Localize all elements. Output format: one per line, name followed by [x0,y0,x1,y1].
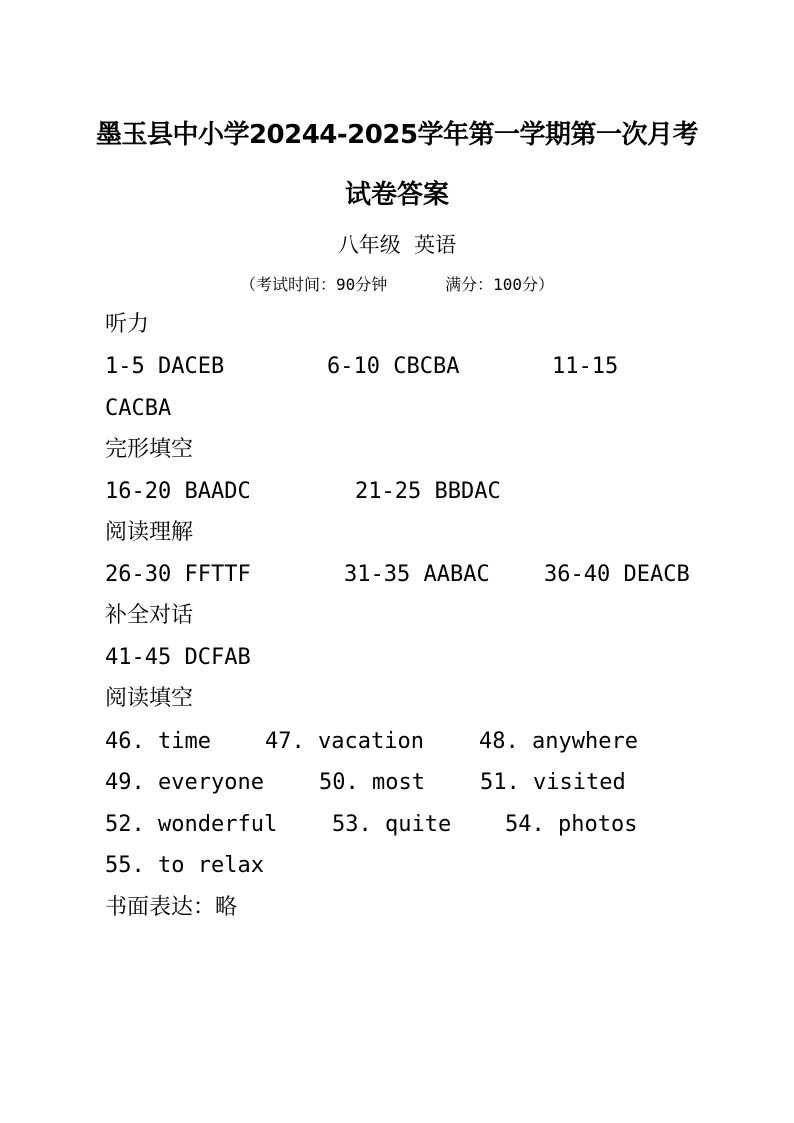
section-heading-listening: 听力 [105,312,150,337]
section-heading-dialogue: 补全对话 [105,603,194,628]
answer-item: 52. wonderful [105,812,278,837]
answer-group: 36-40 DEACB [544,562,690,587]
answer-group: 41-45 DCFAB [105,645,251,670]
answer-item: 49. everyone [105,770,264,795]
section-writing: 书面表达：略 [105,895,238,920]
section-heading-cloze: 完形填空 [105,437,194,462]
answer-item: 47. vacation [265,729,424,754]
answer-group: 21-25 BBDAC [355,479,501,504]
grade-subject: 八年级 英语 [337,233,457,257]
section-heading-reading: 阅读理解 [105,520,194,545]
answer-group: 31-35 AABAC [344,562,490,587]
answer-item: 50. most [319,770,425,795]
answer-item: 46. time [105,729,211,754]
answer-item: 51. visited [480,770,626,795]
answer-group: 1-5 DACEB [105,354,225,379]
answer-group: 11-15 [552,354,619,379]
answer-group: 6-10 CBCBA [327,354,460,379]
answer-group: 26-30 FFTTF [105,562,251,587]
document-title-line2: 试卷答案 [344,180,449,210]
answer-item: 53. quite [332,812,452,837]
answer-group: CACBA [105,396,172,421]
answer-group: 16-20 BAADC [105,479,251,504]
exam-time-score: （考试时间：90分钟 满分：100分） [240,275,554,294]
answer-item: 55. to relax [105,853,264,878]
section-heading-reading-fill: 阅读填空 [105,686,194,711]
answer-item: 54. photos [505,812,638,837]
answer-item: 48. anywhere [479,729,638,754]
document-title: 墨玉县中小学20244-2025学年第一学期第一次月考 [95,120,699,150]
